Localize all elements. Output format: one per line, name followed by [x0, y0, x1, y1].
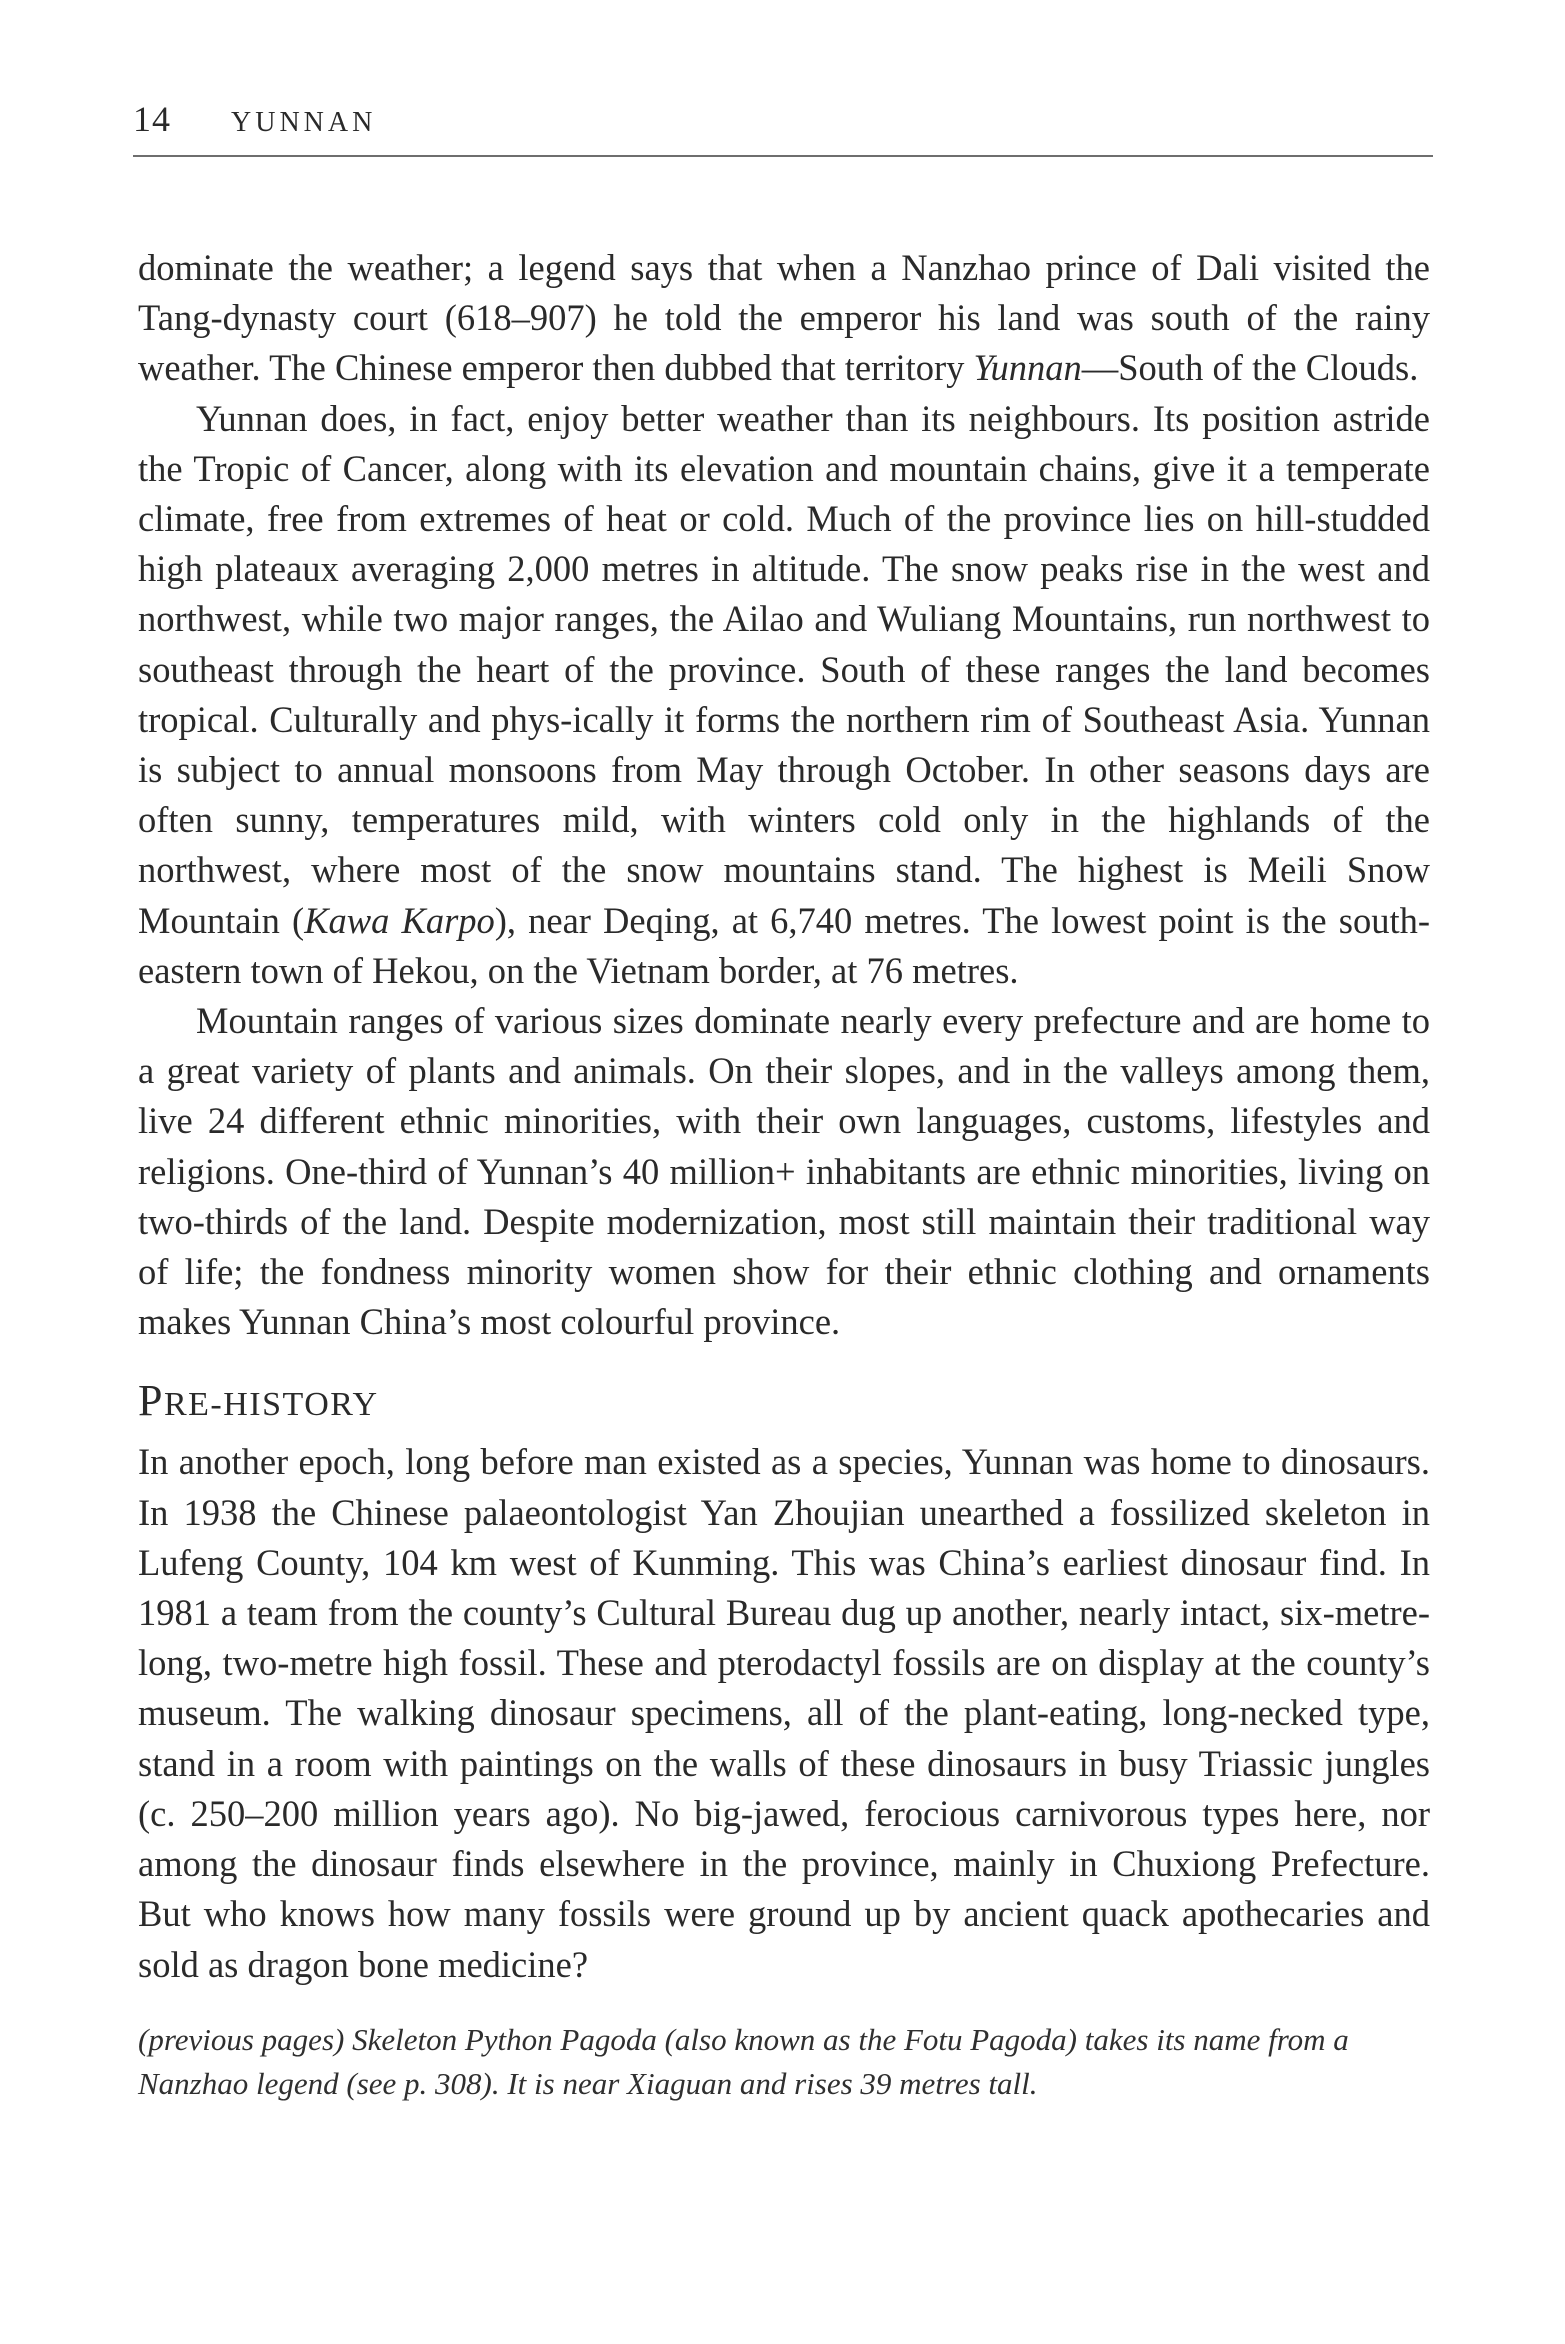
section-heading-rest: RE-HISTORY — [163, 1386, 379, 1424]
paragraph-2 — [138, 394, 1430, 996]
page-body — [138, 243, 1430, 2106]
paragraph-3: Mountain ranges of various sizes dominate nearly every prefecture and are home to a great variety of plants and animals. On their slopes, and in the valleys among them, live 24 different ethnic minorities, with their own languages, customs, lifestyles and religions. One-third of Yunnan’s 40 million+ inhabitants are ethnic minorities, living on two-thirds of the land. Despite modernization, most still maintain their traditional way of life; the fondness minority women show for their ethnic clothing and ornaments makes Yunnan China’s most colourful province. — [138, 1000, 1430, 1343]
book-title: YUNNAN — [231, 107, 377, 138]
paragraph-2-text-a: Yunnan does, in fact, enjoy better weather than its neighbours. Its position astride the Tropic of Cancer, along with its elevation and mountain chains, give it a temperate climate, free from extremes of heat or cold. Much of the province lies on hill-studded high plateaux averaging 2,000 metres in altitude. The snow peaks rise in the west and northwest, while two major ranges, the Ailao and Wuliang Mountains, run northwest to southeast through the heart of the province. South of these ranges the land becomes tropical. Culturally and phys-ically it forms the northern rim of Southeast Asia. Yunnan is subject to annual monsoons from May through October. In other seasons days are often sunny, temperatures mild, with winters cold only in the highlands of the northwest, where most of the snow mountains stand. The highest is Meili Snow Mountain ( — [138, 397, 1430, 941]
paragraph-1 — [138, 243, 1430, 394]
section-heading-prehistory — [138, 1373, 1430, 1433]
photo-caption: (previous pages) Skeleton Python Pagoda (also known as the Fotu Pagoda) takes its name from a Nanzhao legend (see p. 308). It is near Xiaguan and rises 39 metres tall. — [138, 2021, 1349, 2101]
page-number: 14 — [133, 99, 171, 139]
section-heading-initial: P — [138, 1376, 164, 1426]
yunnan-term: Yunnan — [973, 347, 1082, 389]
paragraph-2-text-b: ), near Deqing, at 6,740 metres. The lowest point is the south-eastern town of Hekou, on the Vietnam border, at 76 metres. — [138, 899, 1430, 991]
paragraph-4: In another epoch, long before man existed as a species, Yunnan was home to dinosaurs. In 1938 the Chinese palaeontologist Yan Zhoujian unearthed a fossilized skeleton in Lufeng County, 104 km west of Kunming. This was China’s earliest dinosaur find. In 1981 a team from the county’s Cultural Bureau dug up another, nearly intact, six-metre-long, two-metre high fossil. These and pterodactyl fossils are on display at the county’s museum. The walking dinosaur specimens, all of the plant-eating, long-necked type, stand in a room with paintings on the walls of these dinosaurs in busy Triassic jungles (c. 250–200 million years ago). No big-jawed, ferocious carnivorous types here, nor among the dinosaur finds elsewhere in the province, mainly in Chuxiong Prefecture. But who knows how many fossils were ground up by ancient quack apothecaries and sold as dragon bone medicine? — [138, 1441, 1430, 1985]
paragraph-1-text-b: —South of the Clouds. — [1081, 347, 1419, 389]
paragraph-1-text-a: dominate the weather; a legend says that when a Nanzhao prince of Dali visited the Tang-dynasty court (618–907) he told the emperor his land was south of the rainy weather. The Chinese emperor then dubbed that territory — [138, 247, 1430, 389]
running-head — [133, 98, 1433, 158]
kawa-karpo-term: Kawa Karpo — [304, 899, 495, 941]
header-rule — [133, 155, 1433, 157]
